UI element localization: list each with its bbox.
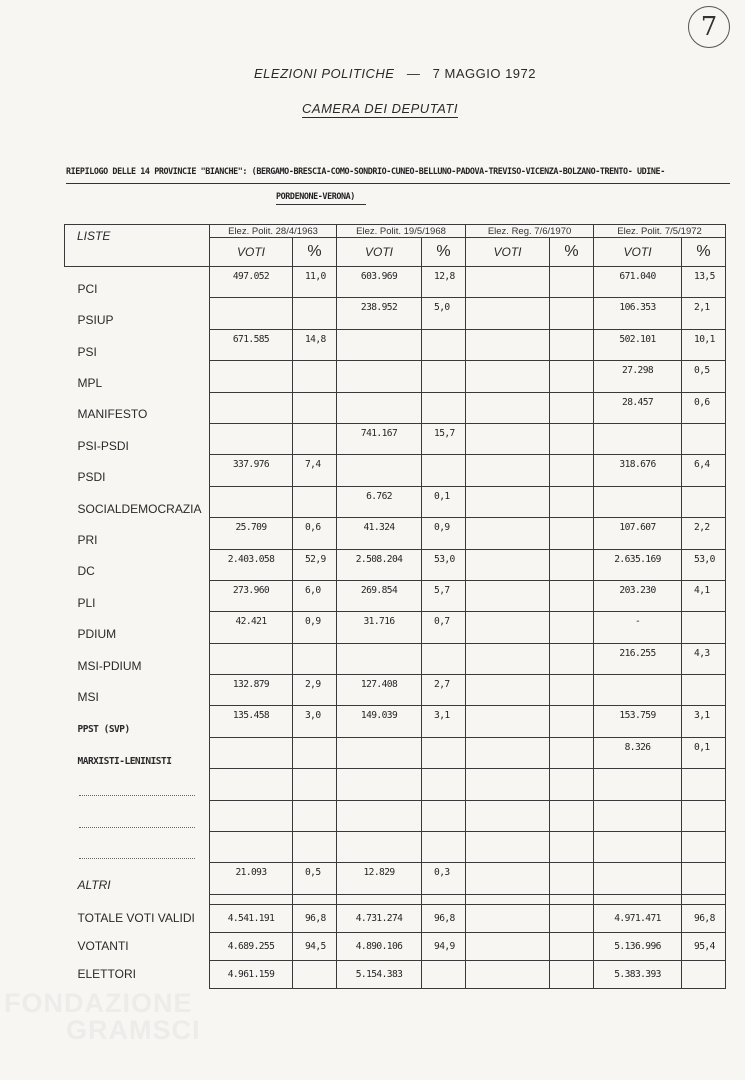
row-label: MANIFESTO (65, 392, 210, 423)
table-row (65, 267, 726, 298)
votes-63: 25.709 (210, 518, 293, 549)
votes-70 (466, 267, 550, 298)
votes-70 (466, 832, 550, 863)
votes-70 (466, 486, 550, 517)
total-row (65, 904, 726, 932)
percent-63 (293, 769, 337, 800)
percent-63: 96,8 (293, 904, 337, 932)
percent-68 (422, 455, 466, 486)
watermark (4, 990, 204, 1044)
percent-63: 11,0 (293, 267, 337, 298)
votes-68: 31.716 (337, 612, 422, 643)
voti-header: VOTI (466, 238, 550, 267)
percent-72 (682, 960, 726, 988)
row-label: PPST (SVP) (65, 706, 210, 737)
row-label: ALTRI (65, 863, 210, 894)
row-label: MARXISTI-LENINISTI (65, 737, 210, 768)
percent-68 (422, 361, 466, 392)
votes-63: 337.976 (210, 455, 293, 486)
percent-72 (682, 423, 726, 454)
summary-heading: RIEPILOGO DELLE 14 PROVINCIE "BIANCHE": (BERGAMO-BRESCIA-COMO-SONDRIO-CUNEO-BELLUNO-PADOVA-TREVISO-VICENZA-BOLZANO-TRENTO- UDINE- (66, 166, 665, 176)
period-header-row (65, 225, 726, 238)
table-row (65, 580, 726, 611)
percent-70 (550, 580, 594, 611)
percent-63 (293, 361, 337, 392)
percent-72: 95,4 (682, 932, 726, 960)
percent-63 (293, 737, 337, 768)
table-row (65, 832, 726, 863)
summary-heading-continued: PORDENONE-VERONA) (276, 191, 355, 201)
percent-63: 0,5 (293, 863, 337, 894)
votes-68: 5.154.383 (337, 960, 422, 988)
votes-68: 741.167 (337, 423, 422, 454)
pct-header: % (422, 238, 466, 267)
percent-72 (682, 612, 726, 643)
votes-63 (210, 800, 293, 831)
percent-70 (550, 612, 594, 643)
votes-68: 238.952 (337, 298, 422, 329)
table-row (65, 423, 726, 454)
votes-63: 132.879 (210, 675, 293, 706)
table-row (65, 675, 726, 706)
votes-70 (466, 612, 550, 643)
percent-63: 3,0 (293, 706, 337, 737)
percent-72 (682, 800, 726, 831)
row-label: VOTANTI (65, 932, 210, 960)
percent-70 (550, 486, 594, 517)
percent-68 (422, 769, 466, 800)
votes-72: 216.255 (594, 643, 682, 674)
percent-63: 2,9 (293, 675, 337, 706)
spacer-cell (337, 894, 422, 904)
votes-72: 318.676 (594, 455, 682, 486)
votes-63 (210, 737, 293, 768)
row-label: PSIUP (65, 298, 210, 329)
votes-70 (466, 932, 550, 960)
row-label (65, 832, 210, 863)
votes-63: 135.458 (210, 706, 293, 737)
votes-72: 671.040 (594, 267, 682, 298)
votes-70 (466, 423, 550, 454)
votes-63 (210, 832, 293, 863)
percent-70 (550, 643, 594, 674)
percent-72 (682, 832, 726, 863)
votes-63: 671.585 (210, 329, 293, 360)
spacer-cell (293, 894, 337, 904)
votes-72: 107.607 (594, 518, 682, 549)
table-row (65, 329, 726, 360)
row-label: MPL (65, 361, 210, 392)
spacer-cell (210, 894, 293, 904)
percent-68 (422, 643, 466, 674)
votes-63 (210, 486, 293, 517)
percent-63 (293, 298, 337, 329)
votes-63: 4.541.191 (210, 904, 293, 932)
voti-header: VOTI (337, 238, 422, 267)
row-label: PSI (65, 329, 210, 360)
percent-70 (550, 960, 594, 988)
percent-72: 4,3 (682, 643, 726, 674)
votes-68 (337, 643, 422, 674)
votes-68 (337, 769, 422, 800)
votes-68: 149.039 (337, 706, 422, 737)
row-label: PSI-PSDI (65, 423, 210, 454)
votes-72: 153.759 (594, 706, 682, 737)
votes-72: 4.971.471 (594, 904, 682, 932)
total-row (65, 960, 726, 988)
votes-72: 2.635.169 (594, 549, 682, 580)
percent-72 (682, 486, 726, 517)
table-row (65, 769, 726, 800)
votes-70 (466, 706, 550, 737)
percent-72: 4,1 (682, 580, 726, 611)
watermark-line-1: FONDAZIONE (4, 988, 193, 1018)
document-title (0, 66, 745, 81)
table-row (65, 298, 726, 329)
row-label: ELETTORI (65, 960, 210, 988)
votes-70 (466, 769, 550, 800)
votes-63: 42.421 (210, 612, 293, 643)
table-row (65, 518, 726, 549)
votes-70 (466, 298, 550, 329)
period-1972: Elez. Polit. 7/5/1972 (594, 225, 726, 238)
votes-63 (210, 361, 293, 392)
votes-68 (337, 455, 422, 486)
percent-70 (550, 298, 594, 329)
table-row (65, 549, 726, 580)
percent-63: 0,9 (293, 612, 337, 643)
percent-68: 0,7 (422, 612, 466, 643)
percent-68: 15,7 (422, 423, 466, 454)
percent-68: 0,1 (422, 486, 466, 517)
row-label: SOCIALDEMOCRAZIA (65, 486, 210, 517)
row-label: PCI (65, 267, 210, 298)
percent-72: 3,1 (682, 706, 726, 737)
votes-63: 21.093 (210, 863, 293, 894)
votes-68 (337, 800, 422, 831)
row-label: MSI-PDIUM (65, 643, 210, 674)
percent-68: 3,1 (422, 706, 466, 737)
votes-70 (466, 904, 550, 932)
percent-70 (550, 361, 594, 392)
percent-68: 5,7 (422, 580, 466, 611)
votes-68: 269.854 (337, 580, 422, 611)
percent-72: 2,1 (682, 298, 726, 329)
table-row (65, 800, 726, 831)
subtitle-text: CAMERA DEI DEPUTATI (302, 101, 458, 116)
row-label: MSI (65, 675, 210, 706)
votes-70 (466, 800, 550, 831)
votes-68: 603.969 (337, 267, 422, 298)
votes-72 (594, 486, 682, 517)
percent-70 (550, 800, 594, 831)
table-row (65, 612, 726, 643)
votes-72 (594, 675, 682, 706)
summary-underline (66, 183, 730, 184)
votes-70 (466, 737, 550, 768)
results-table (64, 224, 726, 989)
document-subtitle (0, 101, 745, 116)
percent-63: 0,6 (293, 518, 337, 549)
table-row (65, 643, 726, 674)
percent-68 (422, 960, 466, 988)
votes-72: - (594, 612, 682, 643)
votes-68: 12.829 (337, 863, 422, 894)
votes-72: 28.457 (594, 392, 682, 423)
spacer-cell (65, 894, 210, 904)
percent-70 (550, 675, 594, 706)
table-row (65, 455, 726, 486)
votes-63: 2.403.058 (210, 549, 293, 580)
percent-72: 10,1 (682, 329, 726, 360)
votes-72: 5.383.393 (594, 960, 682, 988)
votes-68: 4.890.106 (337, 932, 422, 960)
votes-70 (466, 643, 550, 674)
row-label: PRI (65, 518, 210, 549)
percent-68: 53,0 (422, 549, 466, 580)
results-body (65, 225, 726, 989)
percent-63 (293, 392, 337, 423)
row-label (65, 800, 210, 831)
votes-72 (594, 832, 682, 863)
summary-underline-2 (276, 204, 366, 205)
page-number: 7 (688, 6, 730, 48)
votes-72 (594, 423, 682, 454)
percent-68 (422, 392, 466, 423)
row-label: PLI (65, 580, 210, 611)
percent-72 (682, 863, 726, 894)
percent-70 (550, 518, 594, 549)
votes-68 (337, 737, 422, 768)
votes-68: 4.731.274 (337, 904, 422, 932)
votes-70 (466, 392, 550, 423)
row-label: PDIUM (65, 612, 210, 643)
percent-68: 2,7 (422, 675, 466, 706)
votes-70 (466, 329, 550, 360)
votes-72 (594, 863, 682, 894)
percent-63 (293, 832, 337, 863)
row-label: TOTALE VOTI VALIDI (65, 904, 210, 932)
pct-header: % (682, 238, 726, 267)
percent-63: 94,5 (293, 932, 337, 960)
spacer-row (65, 894, 726, 904)
votes-68 (337, 392, 422, 423)
votes-72: 106.353 (594, 298, 682, 329)
percent-70 (550, 737, 594, 768)
votes-72 (594, 769, 682, 800)
votes-63: 4.961.159 (210, 960, 293, 988)
votes-68 (337, 329, 422, 360)
votes-68: 2.508.204 (337, 549, 422, 580)
title-text: ELEZIONI POLITICHE (254, 66, 395, 81)
percent-72: 53,0 (682, 549, 726, 580)
percent-63 (293, 643, 337, 674)
votes-72: 27.298 (594, 361, 682, 392)
votes-72 (594, 800, 682, 831)
table-row (65, 486, 726, 517)
votes-63: 273.960 (210, 580, 293, 611)
percent-68: 12,8 (422, 267, 466, 298)
spacer-cell (682, 894, 726, 904)
pct-header: % (550, 238, 594, 267)
percent-63: 6,0 (293, 580, 337, 611)
votes-68: 41.324 (337, 518, 422, 549)
votes-70 (466, 455, 550, 486)
table-row (65, 737, 726, 768)
percent-72: 0,1 (682, 737, 726, 768)
spacer-cell (466, 894, 550, 904)
percent-68 (422, 329, 466, 360)
percent-68 (422, 800, 466, 831)
votes-63 (210, 769, 293, 800)
percent-72: 13,5 (682, 267, 726, 298)
spacer-cell (550, 894, 594, 904)
percent-70 (550, 455, 594, 486)
voti-header: VOTI (210, 238, 293, 267)
votes-63: 4.689.255 (210, 932, 293, 960)
percent-70 (550, 904, 594, 932)
percent-70 (550, 392, 594, 423)
percent-72: 96,8 (682, 904, 726, 932)
percent-70 (550, 832, 594, 863)
votes-63 (210, 392, 293, 423)
percent-63: 52,9 (293, 549, 337, 580)
votes-72: 203.230 (594, 580, 682, 611)
percent-68: 5,0 (422, 298, 466, 329)
votes-72: 502.101 (594, 329, 682, 360)
percent-70 (550, 706, 594, 737)
period-1970: Elez. Reg. 7/6/1970 (466, 225, 594, 238)
percent-68 (422, 832, 466, 863)
votes-68 (337, 832, 422, 863)
votes-70 (466, 863, 550, 894)
spacer-cell (422, 894, 466, 904)
percent-68 (422, 737, 466, 768)
liste-header: LISTE (65, 225, 210, 267)
votes-63: 497.052 (210, 267, 293, 298)
votes-63 (210, 298, 293, 329)
period-1963: Elez. Polit. 28/4/1963 (210, 225, 337, 238)
percent-70 (550, 329, 594, 360)
votes-70 (466, 960, 550, 988)
percent-70 (550, 267, 594, 298)
votes-70 (466, 361, 550, 392)
votes-70 (466, 675, 550, 706)
percent-68: 0,3 (422, 863, 466, 894)
percent-70 (550, 863, 594, 894)
row-label (65, 769, 210, 800)
percent-63 (293, 960, 337, 988)
percent-63: 7,4 (293, 455, 337, 486)
votes-72: 8.326 (594, 737, 682, 768)
percent-70 (550, 932, 594, 960)
title-date: 7 MAGGIO 1972 (432, 66, 536, 81)
percent-63 (293, 486, 337, 517)
percent-68: 96,8 (422, 904, 466, 932)
percent-70 (550, 769, 594, 800)
percent-68: 94,9 (422, 932, 466, 960)
percent-70 (550, 549, 594, 580)
percent-72 (682, 675, 726, 706)
votes-63 (210, 643, 293, 674)
votes-68 (337, 361, 422, 392)
votes-63 (210, 423, 293, 454)
row-label: DC (65, 549, 210, 580)
voti-header: VOTI (594, 238, 682, 267)
votes-68: 6.762 (337, 486, 422, 517)
percent-63: 14,8 (293, 329, 337, 360)
title-dash: — (406, 66, 421, 81)
row-label: PSDI (65, 455, 210, 486)
pct-header: % (293, 238, 337, 267)
percent-72: 2,2 (682, 518, 726, 549)
votes-68: 127.408 (337, 675, 422, 706)
votes-70 (466, 549, 550, 580)
percent-72: 0,6 (682, 392, 726, 423)
votes-72: 5.136.996 (594, 932, 682, 960)
total-row (65, 932, 726, 960)
percent-63 (293, 423, 337, 454)
table-row (65, 361, 726, 392)
percent-68: 0,9 (422, 518, 466, 549)
percent-72: 6,4 (682, 455, 726, 486)
spacer-cell (594, 894, 682, 904)
table-row (65, 706, 726, 737)
table-row (65, 392, 726, 423)
percent-63 (293, 800, 337, 831)
table-row (65, 863, 726, 894)
percent-70 (550, 423, 594, 454)
percent-72: 0,5 (682, 361, 726, 392)
percent-72 (682, 769, 726, 800)
votes-70 (466, 580, 550, 611)
period-1968: Elez. Polit. 19/5/1968 (337, 225, 466, 238)
watermark-line-2: GRAMSCI (66, 1015, 201, 1045)
votes-70 (466, 518, 550, 549)
